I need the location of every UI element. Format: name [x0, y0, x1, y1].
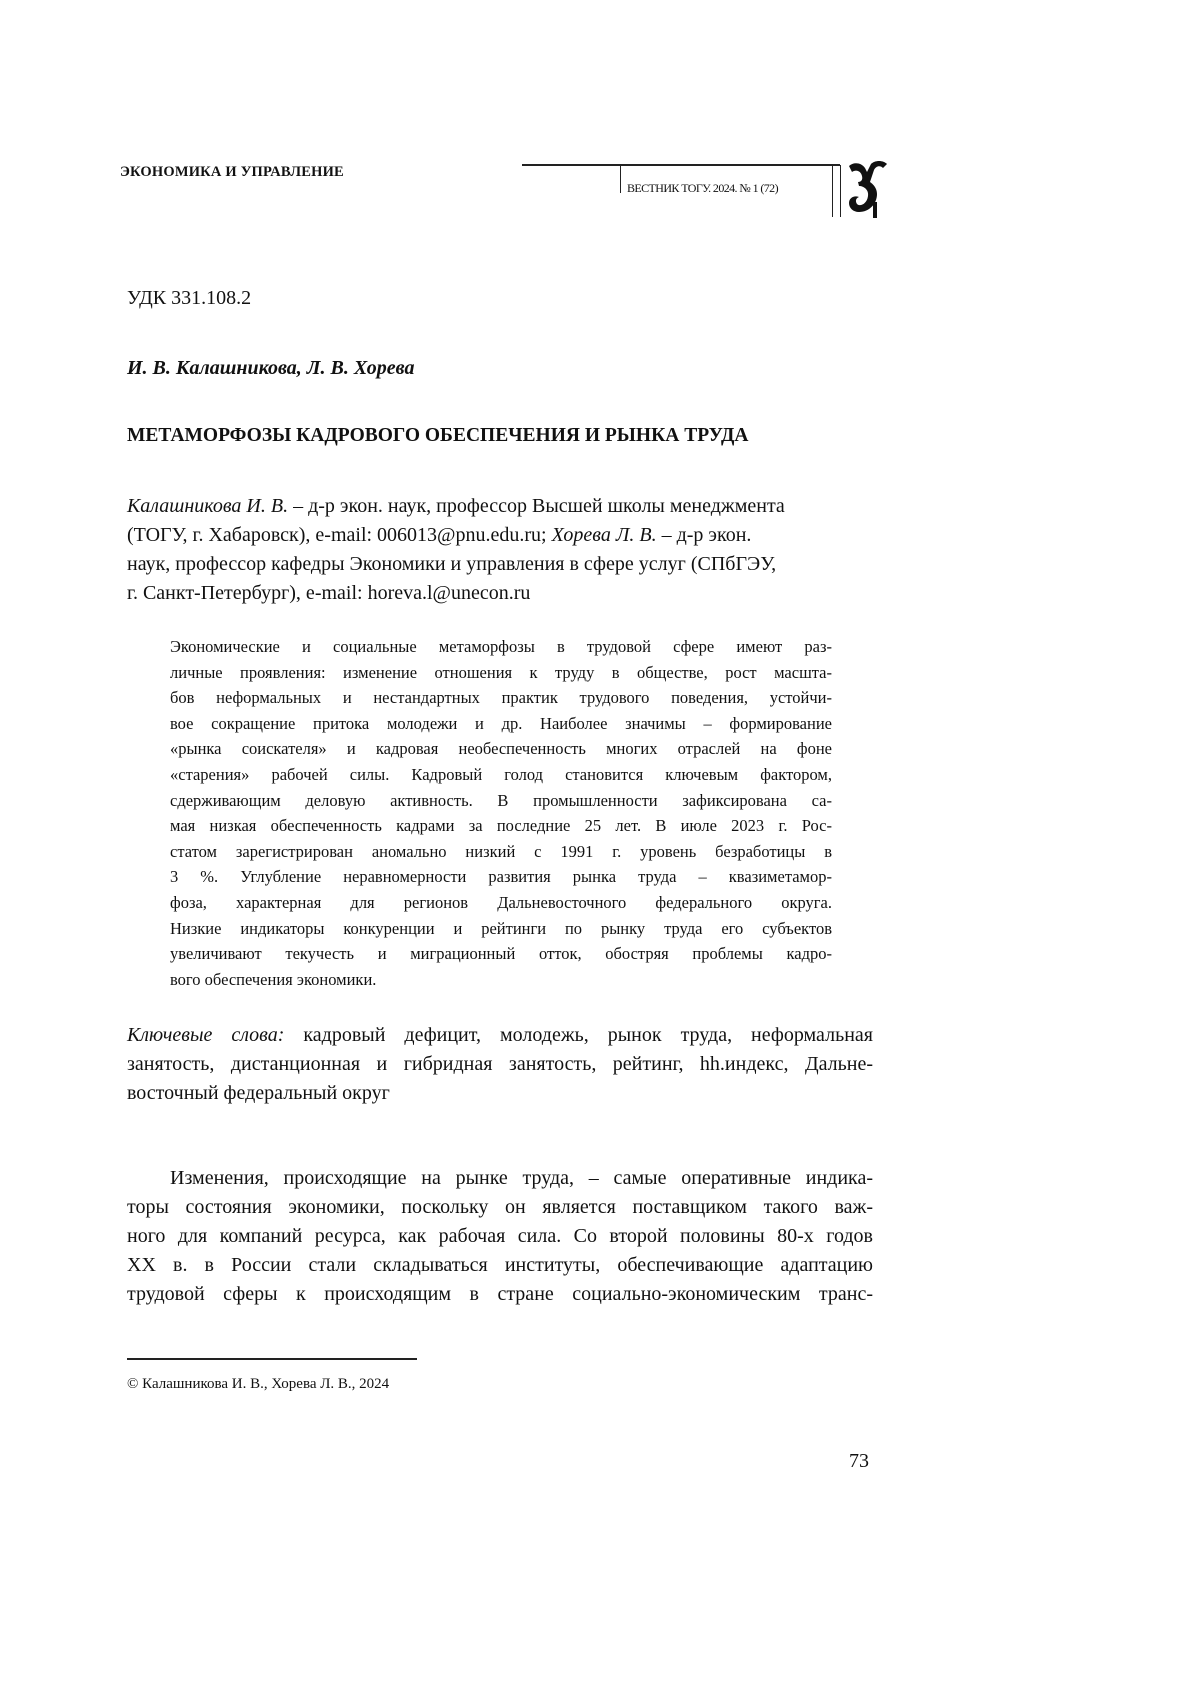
journal-logo-icon: [843, 158, 889, 220]
keywords-line: [127, 1021, 873, 1050]
author-affiliation: – д-р экон.: [656, 524, 752, 546]
abstract-line: вое сокращение притока молодежи и др. Наиболее значимы – формирование: [170, 713, 832, 733]
abstract-line: фоза, характерная для регионов Дальневосточного федерального округа.: [170, 892, 832, 912]
udk-code: УДК 331.108.2: [127, 287, 252, 309]
header-rule-vertical: [832, 165, 833, 217]
author-name: Калашникова И. В.: [127, 495, 289, 517]
abstract-line: Низкие индикаторы конкуренции и рейтинги по рынку труда его субъектов: [170, 918, 832, 938]
abstract-line: бов неформальных и нестандартных практик трудового поведения, устойчи-: [170, 688, 832, 708]
abstract-line: мая низкая обеспеченность кадрами за последние 25 лет. В июле 2023 г. Рос-: [170, 816, 832, 836]
keywords-text: кадровый дефицит, молодежь, рынок труда, неформальная: [284, 1024, 873, 1046]
author-info-line: [127, 492, 873, 521]
abstract-line: Экономические и социальные метаморфозы в трудовой сфере имеют раз-: [170, 637, 832, 656]
header-rule: [522, 164, 840, 166]
abstract: [170, 634, 832, 992]
abstract-line: увеличивают текучесть и миграционный отток, обостряя проблемы кадро-: [170, 944, 832, 964]
header-rule-vertical: [620, 165, 621, 193]
journal-reference: ВЕСТНИК ТОГУ. 2024. № 1 (72): [627, 181, 778, 195]
abstract-line: «рынка соискателя» и кадровая необеспеченность многих отраслей на фоне: [170, 739, 832, 759]
abstract-line: 3 %. Углубление неравномерности развития рынка труда – квазиметамор-: [170, 867, 832, 887]
article-title: МЕТАМОРФОЗЫ КАДРОВОГО ОБЕСПЕЧЕНИЯ И РЫНКА ТРУДА: [127, 425, 749, 446]
body-line: Изменения, происходящие на рынке труда, – самые оперативные индика-: [170, 1167, 873, 1189]
page-number: 73: [849, 1450, 869, 1472]
author-affiliation: – д-р экон. наук, профессор Высшей школы менеджмента: [288, 495, 785, 517]
keywords-line: восточный федеральный округ: [127, 1082, 390, 1104]
author-info: [127, 492, 873, 608]
body-line: торы состояния экономики, поскольку он является поставщиком такого важ-: [127, 1196, 873, 1218]
abstract-line: статом зарегистрирован аномально низкий с 1991 г. уровень безработицы в: [170, 841, 832, 861]
abstract-line: сдерживающим деловую активность. В промышленности зафиксирована са-: [170, 790, 832, 810]
author-name: Хорева Л. В.: [551, 524, 657, 546]
authors: И. В. Калашникова, Л. В. Хорева: [127, 357, 415, 379]
author-info-line: наук, профессор кафедры Экономики и управления в сфере услуг (СПбГЭУ,: [127, 553, 777, 575]
body-line: ного для компаний ресурса, как рабочая сила. Со второй половины 80-х годов: [127, 1225, 873, 1247]
abstract-line: «старения» рабочей силы. Кадровый голод становится ключевым фактором,: [170, 764, 832, 784]
abstract-line: личные проявления: изменение отношения к труду в обществе, рост масшта-: [170, 662, 832, 682]
author-affiliation: (ТОГУ, г. Хабаровск), e-mail: 006013@pnu.edu.ru;: [127, 524, 552, 546]
section-title: ЭКОНОМИКА И УПРАВЛЕНИЕ: [120, 164, 344, 180]
keywords: [127, 1021, 873, 1108]
keywords-line: занятость, дистанционная и гибридная занятость, рейтинг, hh.индекс, Дальне-: [127, 1053, 873, 1075]
author-info-line: [127, 521, 873, 550]
body-line: XX в. в России стали складываться институты, обеспечивающие адаптацию: [127, 1254, 873, 1276]
header-rule-vertical: [840, 165, 841, 217]
body-line: трудовой сферы к происходящим в стране социально-экономическим транс-: [127, 1283, 873, 1305]
abstract-line: вого обеспечения экономики.: [170, 969, 377, 989]
keywords-label: Ключевые слова:: [127, 1024, 285, 1046]
footnote-rule: [127, 1358, 417, 1360]
body-text: [127, 1164, 873, 1309]
author-info-line: г. Санкт-Петербург), e-mail: horeva.l@unecon.ru: [127, 582, 531, 604]
copyright-footnote: © Калашникова И. В., Хорева Л. В., 2024: [127, 1376, 390, 1392]
